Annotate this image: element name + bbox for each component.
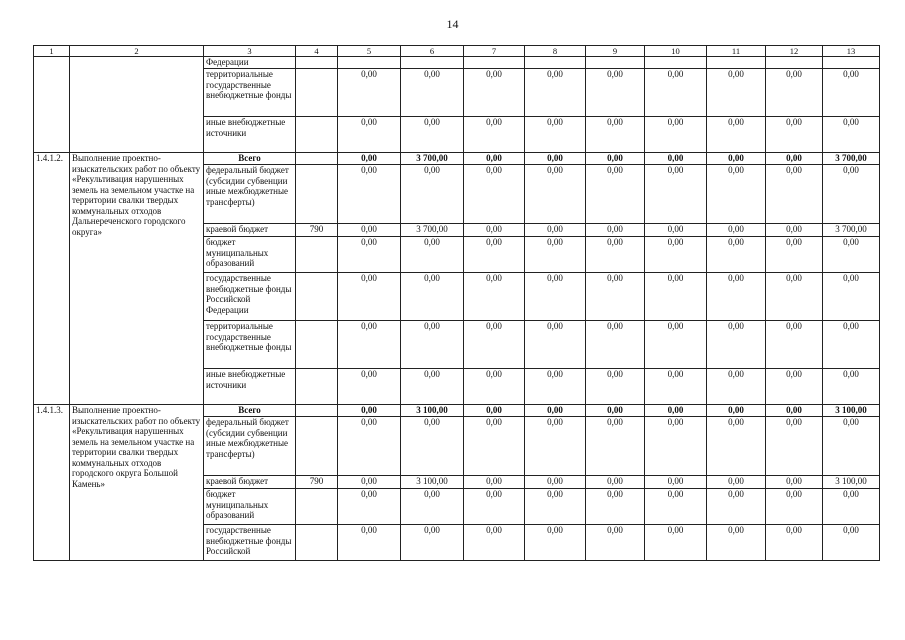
amount-cell: 0,00 <box>586 117 645 153</box>
amount-cell: 0,00 <box>464 165 525 224</box>
amount-cell <box>823 57 880 69</box>
amount-cell: 0,00 <box>338 476 401 489</box>
amount-cell: 3 700,00 <box>823 224 880 237</box>
item-name-cell <box>70 57 204 153</box>
amount-cell: 0,00 <box>338 224 401 237</box>
amount-cell: 0,00 <box>338 165 401 224</box>
amount-cell: 3 100,00 <box>401 476 464 489</box>
amount-cell: 0,00 <box>707 165 766 224</box>
amount-cell: 0,00 <box>525 369 586 405</box>
amount-cell: 0,00 <box>707 117 766 153</box>
amount-cell: 0,00 <box>766 69 823 117</box>
item-code-cell <box>34 57 70 153</box>
amount-cell: 0,00 <box>401 237 464 273</box>
amount-cell: 0,00 <box>525 69 586 117</box>
amount-cell <box>586 57 645 69</box>
kbk-code <box>296 525 338 561</box>
amount-cell: 0,00 <box>823 321 880 369</box>
funding-source: государственные внебюджетные фонды Российской Федерации <box>204 273 296 321</box>
amount-cell: 0,00 <box>586 153 645 165</box>
amount-cell: 0,00 <box>338 417 401 476</box>
column-header: 4 <box>296 46 338 57</box>
amount-cell: 0,00 <box>707 237 766 273</box>
item-name: Выполнение проектно-изыскательских работ по объекту «Рекультивация нарушенных земель на земельном участке на территории свалки твердых коммунальных отходов городского округа Большой Камень» <box>70 405 204 561</box>
amount-cell: 0,00 <box>338 525 401 561</box>
amount-cell: 0,00 <box>525 273 586 321</box>
column-header: 8 <box>525 46 586 57</box>
kbk-code <box>296 273 338 321</box>
amount-cell: 0,00 <box>645 321 707 369</box>
amount-cell: 0,00 <box>766 273 823 321</box>
amount-cell: 0,00 <box>586 237 645 273</box>
kbk-code <box>296 321 338 369</box>
amount-cell: 0,00 <box>645 237 707 273</box>
amount-cell: 0,00 <box>586 489 645 525</box>
amount-cell <box>401 57 464 69</box>
kbk-code <box>296 417 338 476</box>
amount-cell: 0,00 <box>464 417 525 476</box>
amount-cell: 0,00 <box>525 417 586 476</box>
amount-cell: 3 700,00 <box>823 153 880 165</box>
amount-cell: 0,00 <box>464 69 525 117</box>
amount-cell: 0,00 <box>645 153 707 165</box>
column-header: 11 <box>707 46 766 57</box>
funding-source: государственные внебюджетные фонды Российской <box>204 525 296 561</box>
amount-cell: 0,00 <box>766 224 823 237</box>
amount-cell: 0,00 <box>464 476 525 489</box>
amount-cell: 0,00 <box>707 525 766 561</box>
amount-cell: 0,00 <box>464 369 525 405</box>
amount-cell: 0,00 <box>766 237 823 273</box>
kbk-code <box>296 489 338 525</box>
table-row <box>34 153 880 165</box>
amount-cell: 0,00 <box>401 321 464 369</box>
amount-cell: 0,00 <box>525 117 586 153</box>
amount-cell: 0,00 <box>586 224 645 237</box>
amount-cell: 0,00 <box>823 69 880 117</box>
amount-cell: 0,00 <box>645 525 707 561</box>
funding-source: бюджет муниципальных образований <box>204 489 296 525</box>
amount-cell: 0,00 <box>707 321 766 369</box>
amount-cell: 0,00 <box>823 273 880 321</box>
amount-cell: 0,00 <box>823 369 880 405</box>
funding-source: Всего <box>204 153 296 165</box>
amount-cell: 0,00 <box>586 273 645 321</box>
amount-cell: 0,00 <box>401 489 464 525</box>
amount-cell: 3 100,00 <box>823 476 880 489</box>
amount-cell: 0,00 <box>586 405 645 417</box>
amount-cell: 0,00 <box>338 153 401 165</box>
amount-cell: 0,00 <box>401 369 464 405</box>
kbk-code <box>296 405 338 417</box>
amount-cell: 0,00 <box>338 117 401 153</box>
amount-cell: 0,00 <box>766 117 823 153</box>
amount-cell <box>707 57 766 69</box>
column-header: 9 <box>586 46 645 57</box>
funding-source: территориальные государственные внебюджетные фонды <box>204 69 296 117</box>
amount-cell: 0,00 <box>766 165 823 224</box>
amount-cell: 0,00 <box>464 321 525 369</box>
amount-cell: 0,00 <box>401 417 464 476</box>
budget-table-body <box>34 46 880 561</box>
amount-cell: 0,00 <box>338 273 401 321</box>
amount-cell: 0,00 <box>401 273 464 321</box>
amount-cell: 0,00 <box>645 417 707 476</box>
amount-cell: 0,00 <box>525 405 586 417</box>
amount-cell: 0,00 <box>586 369 645 405</box>
amount-cell: 0,00 <box>401 525 464 561</box>
kbk-code <box>296 153 338 165</box>
amount-cell: 0,00 <box>766 369 823 405</box>
column-header: 7 <box>464 46 525 57</box>
amount-cell: 0,00 <box>525 321 586 369</box>
amount-cell: 0,00 <box>338 69 401 117</box>
amount-cell: 3 700,00 <box>401 153 464 165</box>
amount-cell: 0,00 <box>586 476 645 489</box>
funding-source: Всего <box>204 405 296 417</box>
amount-cell: 0,00 <box>707 273 766 321</box>
amount-cell: 0,00 <box>645 224 707 237</box>
amount-cell: 0,00 <box>823 165 880 224</box>
funding-source: иные внебюджетные источники <box>204 369 296 405</box>
amount-cell: 0,00 <box>464 525 525 561</box>
amount-cell: 0,00 <box>586 417 645 476</box>
amount-cell: 0,00 <box>525 237 586 273</box>
amount-cell: 0,00 <box>645 476 707 489</box>
amount-cell: 0,00 <box>464 237 525 273</box>
amount-cell: 0,00 <box>707 369 766 405</box>
amount-cell <box>338 57 401 69</box>
amount-cell: 0,00 <box>525 525 586 561</box>
amount-cell: 0,00 <box>823 417 880 476</box>
amount-cell: 0,00 <box>707 417 766 476</box>
amount-cell: 0,00 <box>464 273 525 321</box>
amount-cell: 0,00 <box>338 369 401 405</box>
kbk-code <box>296 165 338 224</box>
amount-cell: 0,00 <box>707 476 766 489</box>
amount-cell: 0,00 <box>645 273 707 321</box>
amount-cell <box>645 57 707 69</box>
amount-cell: 0,00 <box>645 117 707 153</box>
amount-cell: 0,00 <box>766 489 823 525</box>
item-code: 1.4.1.3. <box>34 405 70 561</box>
amount-cell: 0,00 <box>401 117 464 153</box>
amount-cell: 0,00 <box>464 153 525 165</box>
table-row <box>34 57 880 69</box>
amount-cell <box>766 57 823 69</box>
amount-cell: 0,00 <box>766 405 823 417</box>
amount-cell: 0,00 <box>823 117 880 153</box>
amount-cell: 0,00 <box>586 69 645 117</box>
amount-cell: 0,00 <box>766 417 823 476</box>
amount-cell: 3 100,00 <box>823 405 880 417</box>
amount-cell: 0,00 <box>464 224 525 237</box>
amount-cell: 0,00 <box>645 405 707 417</box>
amount-cell: 0,00 <box>766 476 823 489</box>
amount-cell: 0,00 <box>338 237 401 273</box>
amount-cell: 0,00 <box>586 525 645 561</box>
amount-cell: 0,00 <box>766 321 823 369</box>
amount-cell: 0,00 <box>464 405 525 417</box>
amount-cell: 0,00 <box>586 321 645 369</box>
amount-cell: 0,00 <box>401 69 464 117</box>
kbk-code <box>296 57 338 69</box>
page-number: 14 <box>446 17 459 31</box>
amount-cell: 0,00 <box>707 69 766 117</box>
amount-cell: 0,00 <box>525 489 586 525</box>
amount-cell: 0,00 <box>586 165 645 224</box>
amount-cell: 0,00 <box>525 153 586 165</box>
table-row <box>34 405 880 417</box>
funding-source: иные внебюджетные источники <box>204 117 296 153</box>
item-name: Выполнение проектно-изыскательских работ по объекту «Рекультивация нарушенных земель на земельном участке на территории свалки твердых коммунальных отходов Дальнереченского городского округа» <box>70 153 204 405</box>
column-header: 10 <box>645 46 707 57</box>
budget-table <box>33 45 880 561</box>
amount-cell: 0,00 <box>338 321 401 369</box>
amount-cell: 0,00 <box>766 525 823 561</box>
kbk-code: 790 <box>296 476 338 489</box>
kbk-code: 790 <box>296 224 338 237</box>
funding-source: краевой бюджет <box>204 476 296 489</box>
amount-cell: 0,00 <box>525 476 586 489</box>
amount-cell <box>525 57 586 69</box>
amount-cell: 0,00 <box>823 489 880 525</box>
funding-source: краевой бюджет <box>204 224 296 237</box>
funding-source: бюджет муниципальных образований <box>204 237 296 273</box>
amount-cell: 0,00 <box>645 165 707 224</box>
column-header: 5 <box>338 46 401 57</box>
amount-cell: 0,00 <box>645 69 707 117</box>
funding-source: федеральный бюджет (субсидии субвенции иные межбюджетные трансферты) <box>204 165 296 224</box>
amount-cell: 0,00 <box>707 405 766 417</box>
funding-source: федеральный бюджет (субсидии субвенции иные межбюджетные трансферты) <box>204 417 296 476</box>
amount-cell: 0,00 <box>823 525 880 561</box>
column-header: 2 <box>70 46 204 57</box>
amount-cell <box>464 57 525 69</box>
column-header: 1 <box>34 46 70 57</box>
amount-cell: 0,00 <box>338 489 401 525</box>
amount-cell: 0,00 <box>525 224 586 237</box>
amount-cell: 0,00 <box>464 117 525 153</box>
kbk-code <box>296 237 338 273</box>
amount-cell: 0,00 <box>766 153 823 165</box>
column-header: 3 <box>204 46 296 57</box>
column-header: 13 <box>823 46 880 57</box>
amount-cell: 0,00 <box>645 489 707 525</box>
kbk-code <box>296 117 338 153</box>
amount-cell: 0,00 <box>707 489 766 525</box>
kbk-code <box>296 69 338 117</box>
funding-source: территориальные государственные внебюджетные фонды <box>204 321 296 369</box>
amount-cell: 0,00 <box>525 165 586 224</box>
kbk-code <box>296 369 338 405</box>
amount-cell: 3 100,00 <box>401 405 464 417</box>
amount-cell: 3 700,00 <box>401 224 464 237</box>
amount-cell: 0,00 <box>338 405 401 417</box>
amount-cell: 0,00 <box>645 369 707 405</box>
column-header: 12 <box>766 46 823 57</box>
amount-cell: 0,00 <box>707 224 766 237</box>
amount-cell: 0,00 <box>464 489 525 525</box>
amount-cell: 0,00 <box>707 153 766 165</box>
funding-source: Федерации <box>204 57 296 69</box>
amount-cell: 0,00 <box>401 165 464 224</box>
column-header-row <box>34 46 880 57</box>
amount-cell: 0,00 <box>823 237 880 273</box>
column-header: 6 <box>401 46 464 57</box>
item-code: 1.4.1.2. <box>34 153 70 405</box>
